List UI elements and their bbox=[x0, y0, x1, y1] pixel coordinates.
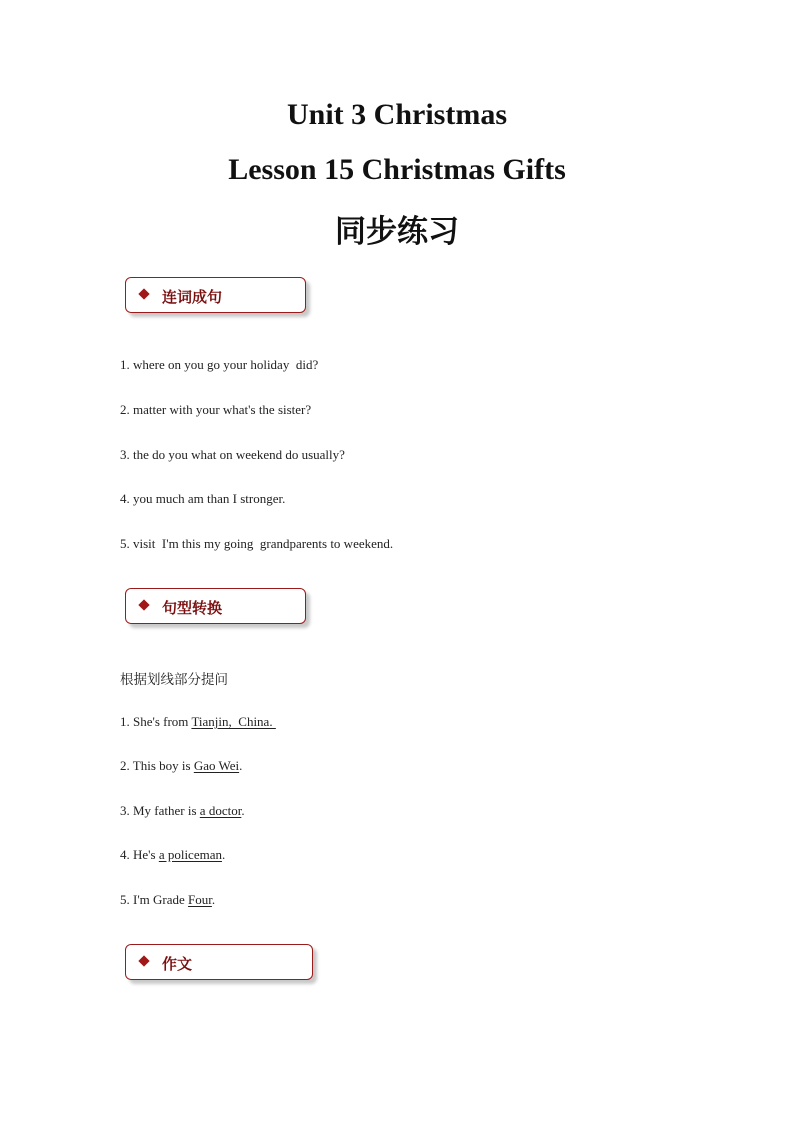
ordering-item-1: 1. where on you go your holiday did? bbox=[120, 357, 319, 372]
transform-item-5: 5. I'm Grade Four. bbox=[120, 892, 216, 907]
underlined-phrase: a doctor bbox=[199, 803, 242, 818]
ordering-item-4: 4. you much am than I stronger. bbox=[120, 491, 286, 506]
section-label: 句型转换 bbox=[162, 599, 223, 617]
section-label: 作文 bbox=[162, 955, 193, 973]
section-header-composition bbox=[125, 944, 313, 980]
page-subtitle: 同步练习 bbox=[335, 214, 459, 250]
section-header-ordering bbox=[125, 277, 306, 313]
underlined-phrase: Tianjin, China. bbox=[191, 714, 276, 729]
transform-item-3: 3. My father is a doctor. bbox=[120, 803, 245, 818]
ordering-item-5: 5. visit I'm this my going grandparents to weekend. bbox=[120, 536, 394, 551]
lesson-title: Lesson 15 Christmas Gifts bbox=[228, 153, 566, 186]
underlined-phrase: a policeman bbox=[158, 847, 222, 862]
underlined-phrase: Gao Wei bbox=[193, 758, 240, 773]
transform-item-2: 2. This boy is Gao Wei. bbox=[120, 758, 243, 773]
ordering-item-2: 2. matter with your what's the sister? bbox=[120, 402, 312, 417]
unit-title: Unit 3 Christmas bbox=[286, 98, 507, 131]
section-header-transform bbox=[125, 588, 306, 624]
section-label: 连词成句 bbox=[162, 288, 223, 306]
transform-instruction: 根据划线部分提问 bbox=[120, 672, 228, 688]
diamond-bullet-icon bbox=[138, 955, 149, 966]
ordering-item-3: 3. the do you what on weekend do usually? bbox=[120, 447, 345, 462]
transform-item-1: 1. She's from Tianjin, China. bbox=[120, 714, 276, 729]
underlined-phrase: Four bbox=[188, 892, 212, 907]
diamond-bullet-icon bbox=[138, 288, 149, 299]
diamond-bullet-icon bbox=[138, 599, 149, 610]
transform-item-4: 4. He's a policeman. bbox=[120, 847, 226, 862]
